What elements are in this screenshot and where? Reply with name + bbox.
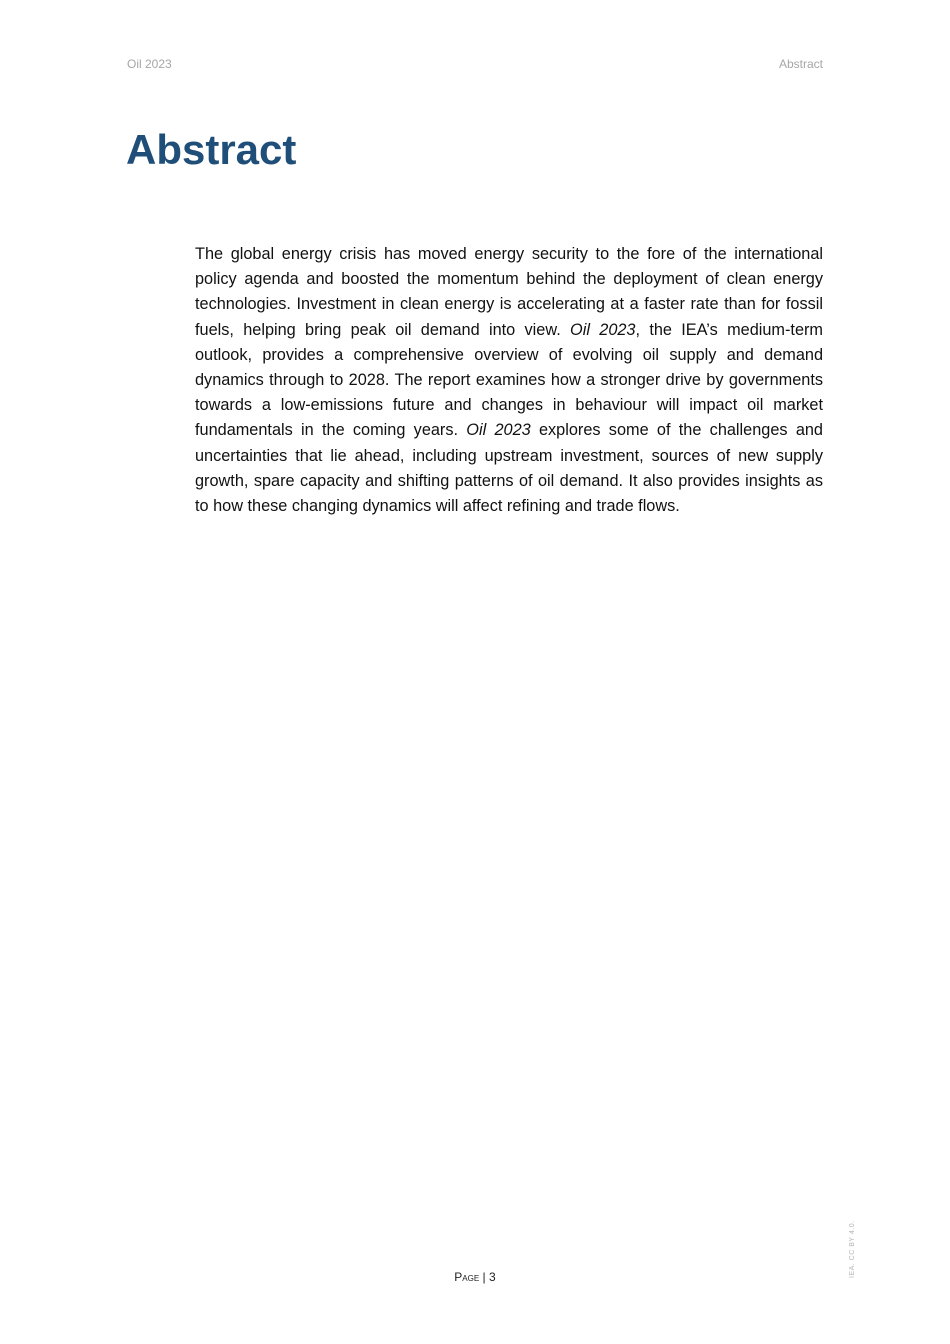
abstract-text-segment: explores some of the challenges and uncertainties that lie ahead, including upstream investment, sources of new supply growth, spare capacity and shifting patterns of oil demand. It also provides insights as to how these changing dynamics will affect refining and trade flows. [195, 421, 823, 516]
abstract-paragraph [195, 242, 823, 519]
page-footer [0, 1270, 950, 1284]
running-header-title: Oil 2023 [127, 57, 172, 71]
page-title: Abstract [126, 126, 297, 173]
report-title-italic: Oil 2023 [570, 320, 636, 339]
page-number: 3 [489, 1270, 496, 1284]
abstract-text-segment: The global energy crisis has moved energy security to the fore of the international policy agenda and boosted the momentum behind the deployment of clean energy technologies. Investment in clean energy is accelerating at a faster rate than for fossil fuels, helping bring peak oil demand into view. [195, 245, 823, 339]
page-separator: | [479, 1270, 489, 1284]
abstract-text-segment: , the IEA’s medium-term outlook, provides a comprehensive overview of evolving oil supply and demand dynamics through to 2028. The report examines how a stronger drive by governments towards a low-emissions future and changes in behaviour will impact oil market fundamentals in the coming years. [195, 320, 823, 440]
license-notice: IEA. CC BY 4.0. [849, 1220, 856, 1278]
running-header-section: Abstract [778, 57, 823, 71]
page-label: Page [454, 1270, 480, 1284]
report-title-italic: Oil 2023 [466, 421, 531, 440]
